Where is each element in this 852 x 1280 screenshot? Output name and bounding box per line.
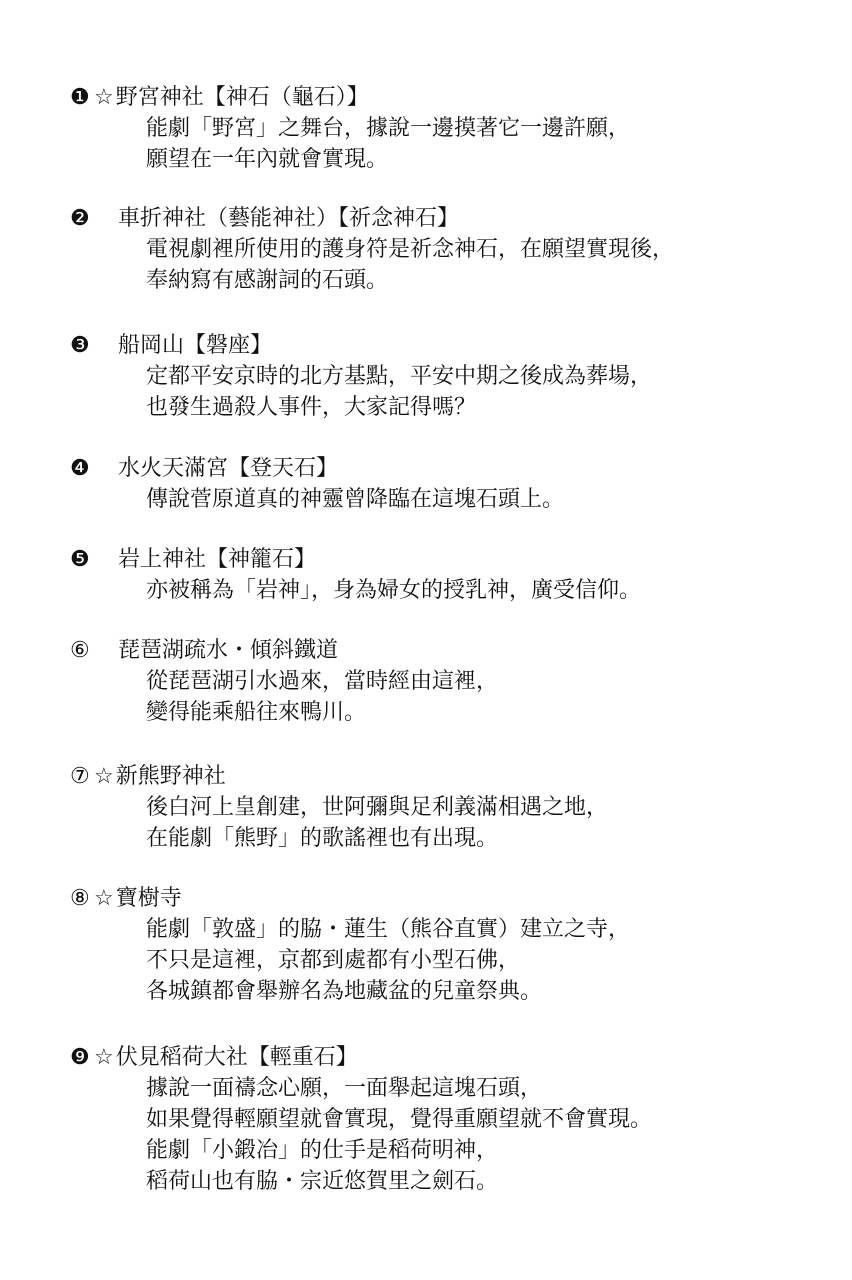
number-marker: ⑧ bbox=[70, 886, 90, 911]
list-item-kurumazaki-shrine bbox=[70, 204, 790, 296]
description-line: 從琵琶湖引水過來，當時經由這裡， bbox=[146, 669, 499, 694]
description-line: 奉納寫有感謝詞的石頭。 bbox=[146, 268, 389, 293]
star-icon: ☆ bbox=[94, 85, 114, 110]
list-item-suika-tenmangu bbox=[70, 454, 790, 515]
description-line: 定都平安京時的北方基點，平安中期之後成為葬場， bbox=[146, 364, 653, 389]
entry-title: 野宮神社【神石（龜石）】 bbox=[115, 85, 369, 110]
entry-title: 水火天滿宮【登天石】 bbox=[118, 456, 339, 481]
entry-title: 寶樹寺 bbox=[115, 886, 182, 911]
list-item-fushimi-inari bbox=[70, 1043, 790, 1197]
number-marker: ⑥ bbox=[70, 638, 90, 663]
entry-heading bbox=[70, 454, 790, 484]
entry-description bbox=[146, 484, 790, 515]
number-marker: ❹ bbox=[70, 456, 90, 481]
description-line: 稻荷山也有脇・宗近悠賀里之劍石。 bbox=[146, 1169, 499, 1194]
star-icon: ☆ bbox=[94, 886, 114, 911]
description-line: 能劇「野宮」之舞台，據說一邊摸著它一邊許願， bbox=[146, 116, 631, 141]
entry-description bbox=[146, 792, 790, 854]
entry-heading bbox=[70, 83, 790, 113]
entry-heading bbox=[70, 204, 790, 234]
description-line: 不只是這裡，京都到處都有小型石佛， bbox=[146, 948, 521, 973]
entry-description bbox=[146, 666, 790, 728]
description-line: 也發生過殺人事件，大家記得嗎？ bbox=[146, 395, 477, 420]
entry-heading bbox=[70, 1043, 790, 1073]
description-line: 在能劇「熊野」的歌謠裡也有出現。 bbox=[146, 826, 499, 851]
description-line: 傳說菅原道真的神靈曾降臨在這塊石頭上。 bbox=[146, 487, 565, 512]
description-line: 如果覺得輕願望就會實現，覺得重願望就不會實現。 bbox=[146, 1107, 653, 1132]
entry-title: 新熊野神社 bbox=[115, 764, 226, 789]
description-line: 電視劇裡所使用的護身符是祈念神石，在願望實現後， bbox=[146, 237, 675, 262]
number-marker: ❶ bbox=[70, 85, 90, 110]
description-line: 後白河上皇創建，世阿彌與足利義滿相遇之地， bbox=[146, 795, 609, 820]
entry-description bbox=[146, 113, 790, 175]
entry-description bbox=[146, 1073, 790, 1197]
number-marker: ❸ bbox=[70, 333, 90, 358]
number-marker: ❷ bbox=[70, 206, 90, 231]
description-line: 亦被稱為「岩神」，身為婦女的授乳神，廣受信仰。 bbox=[146, 578, 642, 603]
star-icon: ☆ bbox=[94, 1045, 114, 1070]
entry-description bbox=[146, 575, 790, 606]
number-marker: ⑦ bbox=[70, 764, 90, 789]
star-icon: ☆ bbox=[94, 764, 114, 789]
entry-heading bbox=[70, 545, 790, 575]
entry-description bbox=[146, 361, 790, 423]
number-marker: ❾ bbox=[70, 1045, 90, 1070]
entry-heading bbox=[70, 331, 790, 361]
entry-title: 伏見稻荷大社【輕重石】 bbox=[115, 1045, 358, 1070]
list-item-imakumano-shrine bbox=[70, 762, 790, 854]
list-item-lake-biwa-canal bbox=[70, 636, 790, 728]
number-marker: ❺ bbox=[70, 547, 90, 572]
entry-title: 琵琶湖疏水・傾斜鐵道 bbox=[118, 638, 339, 663]
entry-heading bbox=[70, 762, 790, 792]
description-line: 變得能乘船往來鴨川。 bbox=[146, 700, 367, 725]
entry-description bbox=[146, 914, 790, 1007]
entry-title: 船岡山【磐座】 bbox=[118, 333, 273, 358]
entry-title: 車折神社（藝能神社）【祈念神石】 bbox=[118, 206, 460, 231]
description-line: 各城鎮都會舉辦名為地藏盆的兒童祭典。 bbox=[146, 979, 543, 1004]
description-line: 能劇「小鍛冶」的仕手是稻荷明神， bbox=[146, 1138, 499, 1163]
list-item-hojuji-temple bbox=[70, 884, 790, 1007]
description-line: 據說一面禱念心願，一面舉起這塊石頭， bbox=[146, 1076, 543, 1101]
description-line: 能劇「敦盛」的脇・蓮生（熊谷直實）建立之寺， bbox=[146, 917, 631, 942]
description-line: 願望在一年內就會實現。 bbox=[146, 147, 389, 172]
entry-description bbox=[146, 234, 790, 296]
entry-heading bbox=[70, 884, 790, 914]
entry-heading bbox=[70, 636, 790, 666]
list-item-funaokayama bbox=[70, 331, 790, 423]
list-item-iwagami-shrine bbox=[70, 545, 790, 606]
entry-title: 岩上神社【神籠石】 bbox=[118, 547, 317, 572]
list-item-nonomiya-shrine bbox=[70, 83, 790, 175]
